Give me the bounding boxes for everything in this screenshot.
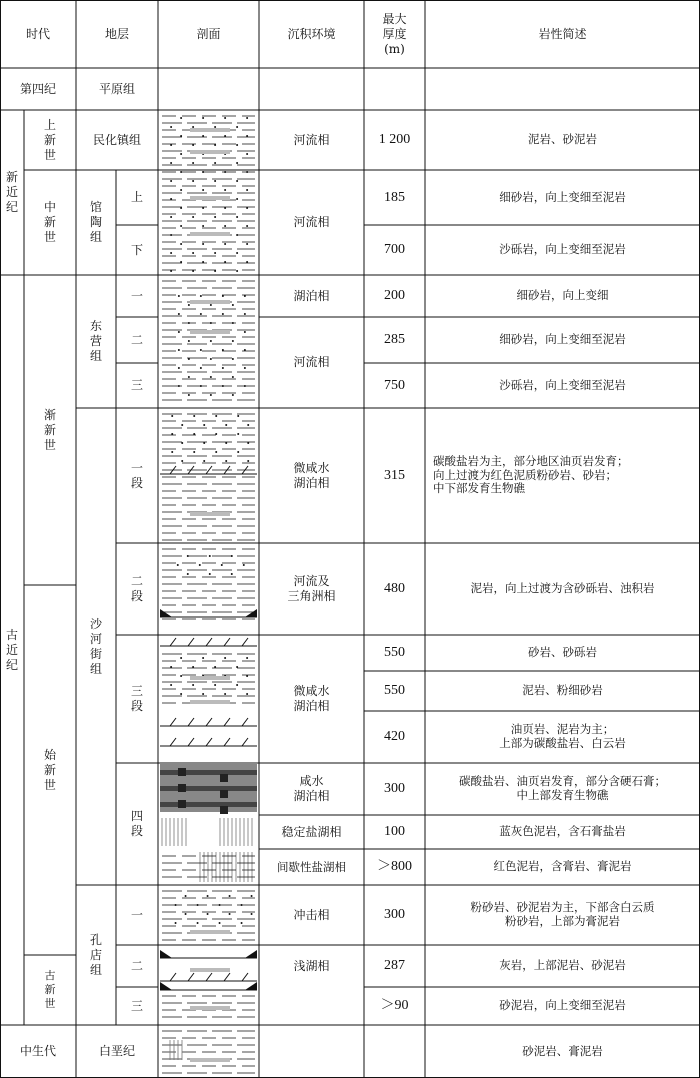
thickness-minghuazhen: 1 200 — [378, 132, 411, 148]
shahejie-member-4: 四 段 — [130, 809, 143, 838]
dongying-member-1: 一 — [130, 288, 143, 303]
header-environment: 沉积环境 — [287, 26, 336, 41]
env-guantao: 河流相 — [293, 215, 330, 229]
thickness-shahejie-4c: ＞800 — [377, 859, 412, 875]
formation-dongying: 东 营 组 — [89, 319, 102, 363]
epoch-paleocene: 古 新 世 — [44, 969, 56, 1010]
kongdian-member-2: 二 — [130, 958, 143, 973]
lithology-kongdian-1: 粉砂岩、砂泥岩为主，下部含白云质 粉砂岩，上部为膏泥岩 — [470, 900, 655, 928]
lithology-shahejie-3c: 油页岩、泥岩为主； 上部为碳酸盐岩、白云岩 — [499, 722, 626, 750]
lithology-guantao-lower: 沙砾岩，向上变细至泥岩 — [499, 242, 626, 257]
lithology-guantao-upper: 细砂岩，向上变细至泥岩 — [499, 189, 626, 204]
thickness-dongying-2: 285 — [384, 332, 405, 348]
lithology-mesozoic: 砂泥岩、膏泥岩 — [522, 1043, 603, 1058]
lithology-shahejie-4a: 碳酸盐岩、油页岩发育，部分含硬石膏； 中上部发育生物礁 — [459, 774, 666, 802]
thickness-dongying-3: 750 — [384, 377, 405, 393]
thickness-guantao-lower: 700 — [384, 242, 405, 258]
thickness-guantao-upper: 185 — [384, 189, 405, 205]
lithology-dongying-1: 细砂岩，向上变细 — [516, 288, 609, 303]
thickness-shahejie-4b: 100 — [384, 824, 405, 840]
formation-minghuazhen: 民化镇组 — [92, 132, 141, 147]
lithology-shahejie-1: 碳酸盐岩为主，部分地区油页岩发育； 向上过渡为红色泥质粉砂岩、砂岩； 中下部发育生物礁 — [433, 453, 629, 496]
lithology-kongdian-3: 砂泥岩，向上变细至泥岩 — [499, 998, 626, 1013]
thickness-shahejie-3c: 420 — [384, 729, 405, 745]
header-thickness: 最大 厚度 (m) — [382, 11, 407, 56]
thickness-dongying-1: 200 — [384, 288, 405, 304]
shahejie-member-3: 三 段 — [130, 684, 143, 713]
shahejie-member-2: 二 段 — [130, 574, 143, 603]
period-neogene: 新 近 纪 — [5, 170, 18, 214]
lithology-shahejie-3b: 泥岩、粉细砂岩 — [522, 683, 603, 698]
lithology-shahejie-4c: 红色泥岩，含膏岩、膏泥岩 — [493, 859, 632, 874]
formation-shahejie: 沙 河 街 组 — [89, 616, 102, 676]
lithology-kongdian-2: 灰岩，上部泥岩、砂泥岩 — [499, 958, 626, 973]
thickness-shahejie-3b: 550 — [384, 683, 405, 699]
guantao-upper: 上 — [130, 190, 143, 204]
kongdian-member-3: 三 — [130, 998, 143, 1013]
env-shahejie-4a: 咸水 湖泊相 — [293, 774, 330, 803]
header-lithology: 岩性简述 — [538, 26, 587, 41]
header-formation: 地层 — [104, 26, 129, 41]
lithology-dongying-3: 沙砾岩，向上变细至泥岩 — [499, 377, 626, 392]
thickness-kongdian-3: ＞90 — [380, 998, 409, 1014]
formation-guantao: 馆 陶 组 — [89, 200, 102, 244]
formation-pingyuan: 平原组 — [98, 81, 135, 96]
env-dongying-lake: 湖泊相 — [293, 288, 330, 303]
guantao-lower: 下 — [130, 242, 143, 257]
thickness-kongdian-2: 287 — [384, 958, 405, 974]
env-kongdian-1: 冲击相 — [293, 907, 330, 922]
thickness-kongdian-1: 300 — [384, 907, 405, 923]
epoch-eocene: 始 新 世 — [43, 747, 56, 792]
formation-cretaceous: 白垩纪 — [98, 1044, 135, 1058]
lithologic-section-patterns — [160, 116, 257, 1073]
shahejie-member-1: 一 段 — [130, 460, 143, 490]
epoch-miocene: 中 新 世 — [43, 200, 56, 244]
lithology-minghuazhen: 泥岩、砂泥岩 — [528, 132, 597, 147]
period-paleogene: 古 近 纪 — [5, 627, 18, 672]
era-quaternary: 第四纪 — [19, 81, 56, 96]
header-era: 时代 — [25, 26, 50, 41]
env-shahejie-4c: 间歇性盐湖相 — [277, 859, 346, 874]
lithology-shahejie-4b: 蓝灰色泥岩，含石膏盐岩 — [499, 824, 626, 839]
env-minghuazhen: 河流相 — [293, 132, 330, 147]
thickness-shahejie-1: 315 — [384, 467, 405, 483]
formation-kongdian: 孔 店 组 — [89, 932, 102, 977]
env-shahejie-2: 河流及 三角洲相 — [287, 574, 336, 603]
env-shahejie-1: 微咸水 湖泊相 — [293, 460, 330, 490]
dongying-member-2: 二 — [130, 332, 143, 347]
epoch-oligocene: 渐 新 世 — [43, 407, 56, 452]
env-shahejie-3: 微咸水 湖泊相 — [293, 684, 330, 713]
env-shahejie-4b: 稳定盐湖相 — [281, 824, 342, 839]
env-kongdian-2: 浅湖相 — [293, 958, 330, 973]
lithology-shahejie-2: 泥岩，向上过渡为含砂砾岩、浊积岩 — [470, 581, 655, 596]
era-mesozoic: 中生代 — [19, 1044, 56, 1058]
thickness-shahejie-3a: 550 — [384, 645, 405, 661]
env-dongying-river: 河流相 — [293, 355, 330, 369]
lithology-shahejie-3a: 砂岩、砂砾岩 — [528, 645, 597, 660]
kongdian-member-1: 一 — [130, 907, 143, 922]
thickness-shahejie-4a: 300 — [384, 781, 405, 797]
dongying-member-3: 三 — [130, 378, 143, 392]
header-section: 剖面 — [196, 26, 221, 41]
epoch-pliocene: 上 新 世 — [43, 117, 56, 162]
thickness-shahejie-2: 480 — [384, 581, 405, 597]
lithology-dongying-2: 细砂岩，向上变细至泥岩 — [499, 332, 626, 347]
